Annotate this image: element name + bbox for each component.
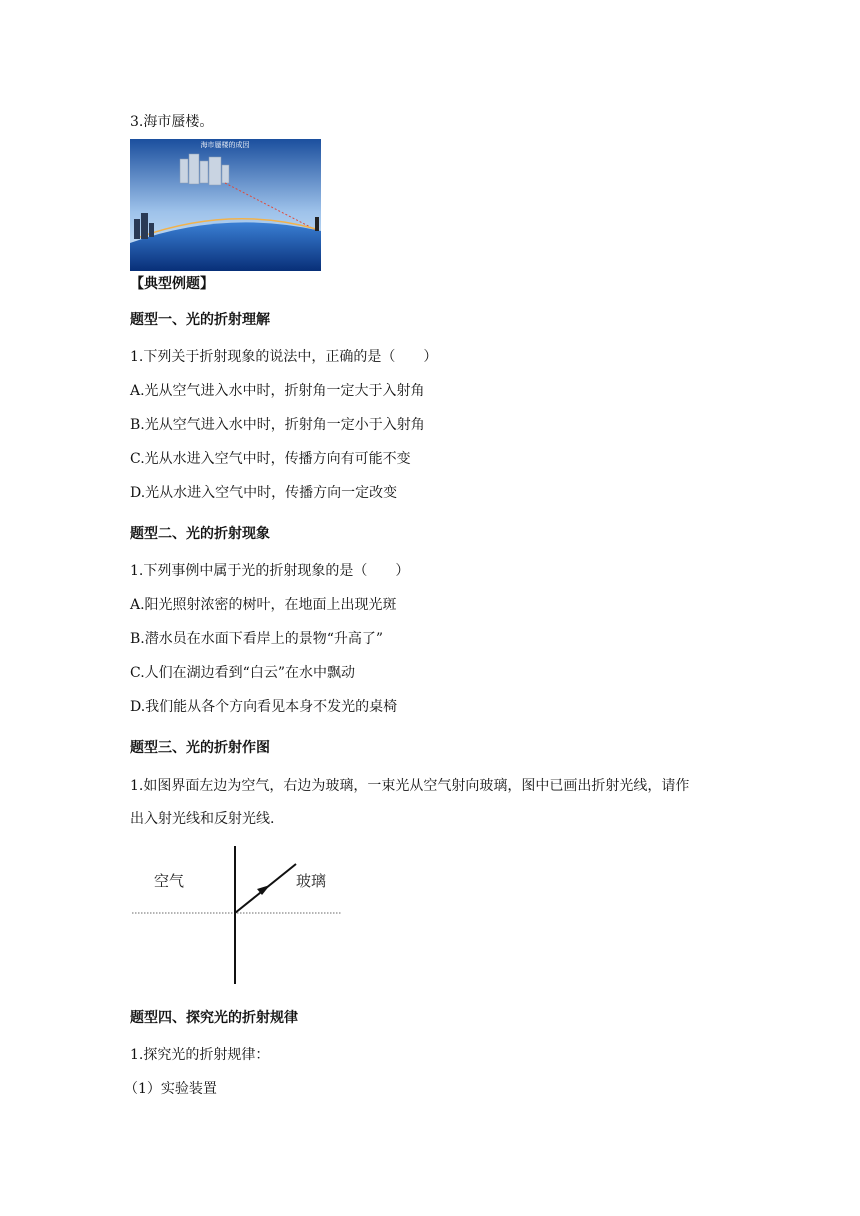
question-4: 1.探究光的折射规律： — [130, 1047, 270, 1063]
section-title-1: 题型一、光的折射理解 — [130, 312, 270, 328]
question-1: 1.下列关于折射现象的说法中，正确的是（ ） — [130, 349, 438, 365]
option-2c: C.人们在湖边看到“白云”在水中飘动 — [130, 665, 355, 681]
mirage-illustration — [130, 139, 321, 271]
question-2: 1.下列事例中属于光的折射现象的是（ ） — [130, 563, 410, 579]
section-title-4: 题型四、探究光的折射规律 — [130, 1010, 298, 1026]
section-title-2: 题型二、光的折射现象 — [130, 526, 270, 542]
option-2b: B.潜水员在水面下看岸上的景物“升高了” — [130, 631, 384, 647]
option-1d: D.光从水进入空气中时，传播方向一定改变 — [130, 485, 398, 501]
option-1c: C.光从水进入空气中时，传播方向有可能不变 — [130, 451, 411, 467]
refraction-diagram — [130, 842, 344, 987]
glass-label: 玻璃 — [296, 872, 327, 890]
section-title-3: 题型三、光的折射作图 — [130, 740, 270, 756]
option-2a: A.阳光照射浓密的树叶，在地面上出现光斑 — [130, 597, 397, 613]
question-3-line2: 出入射光线和反射光线. — [130, 811, 275, 827]
sub-item-4-1: （1）实验装置 — [124, 1081, 217, 1097]
intro-item: 3.海市蜃楼。 — [130, 114, 214, 130]
option-2d: D.我们能从各个方向看见本身不发光的桌椅 — [130, 699, 398, 715]
image-caption: 海市蜃楼的成因 — [200, 141, 250, 149]
option-1b: B.光从空气进入水中时，折射角一定小于入射角 — [130, 417, 425, 433]
option-1a: A.光从空气进入水中时，折射角一定大于入射角 — [130, 383, 425, 399]
examples-header: 【典型例题】 — [130, 276, 214, 292]
air-label: 空气 — [154, 872, 185, 890]
question-3-line1: 1.如图界面左边为空气，右边为玻璃，一束光从空气射向玻璃，图中已画出折射光线，请作 — [130, 778, 690, 794]
